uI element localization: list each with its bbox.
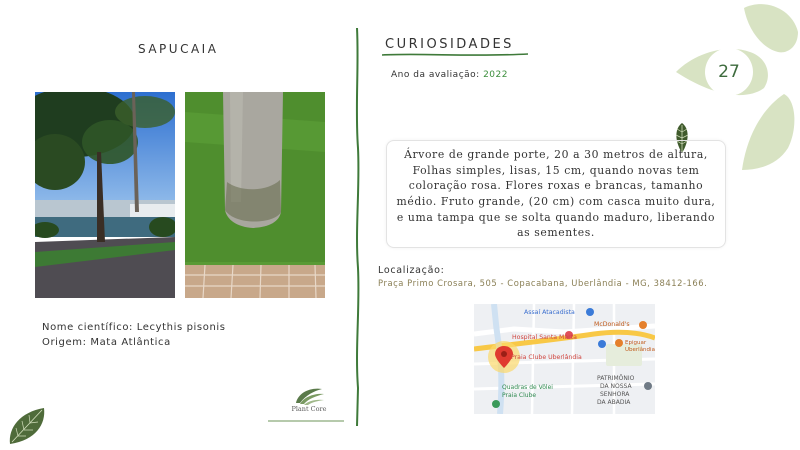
decorative-leaf-bottom-left bbox=[8, 406, 48, 446]
logo-underline bbox=[268, 419, 346, 423]
photo-tree-trunk bbox=[185, 92, 325, 298]
photo-tree-canopy bbox=[35, 92, 175, 298]
title-underline bbox=[382, 52, 530, 58]
map-label-patrimonio-2: DA NOSSA bbox=[600, 383, 632, 390]
page-number: 27 bbox=[705, 48, 753, 96]
map-label-quadras-2: Praia Clube bbox=[502, 392, 537, 399]
map-label-epiguar: Epiguar bbox=[625, 340, 647, 346]
map-label-assai: Assaí Atacadista bbox=[524, 309, 575, 316]
map-label-patrimonio-4: DA ABADIA bbox=[597, 399, 631, 406]
curiosities-title: CURIOSIDADES bbox=[385, 37, 514, 52]
description-text: Árvore de grande porte, 20 a 30 metros de altura, Folhas simples, lisas, 15 cm, quando novas tem coloração rosa. Flores roxas e brancas, tamanho médio. Fruto grande, (20 cm) com casca muito dura, e uma tampa que se solta quando maduro, liberando as sementes. bbox=[396, 148, 716, 240]
location-label: Localização: bbox=[378, 265, 445, 276]
evaluation-year bbox=[391, 70, 508, 80]
map-label-praia-clube: Praia Clube Uberlândia bbox=[511, 354, 582, 361]
map-label-epiguar-city: Uberlândia bbox=[625, 347, 655, 353]
origin: Origem: Mata Atlântica bbox=[42, 337, 171, 348]
plant-title: SAPUCAIA bbox=[138, 42, 219, 56]
description-box bbox=[386, 140, 726, 248]
map-label-patrimonio-1: PATRIMÔNIO bbox=[597, 375, 635, 382]
vertical-divider bbox=[352, 28, 362, 426]
location-map[interactable] bbox=[474, 304, 655, 414]
map-label-hospital: Hospital Santa Marta bbox=[512, 334, 577, 341]
plant-core-logo bbox=[278, 385, 340, 423]
logo-text: Plant Core bbox=[291, 405, 327, 413]
evaluation-year-value: 2022 bbox=[483, 70, 508, 80]
map-label-quadras-1: Quadras de Vôlei bbox=[502, 384, 553, 391]
location-address: Praça Primo Crosara, 505 - Copacabana, Uberlândia - MG, 38412-166. bbox=[378, 278, 708, 288]
evaluation-year-label: Ano da avaliação: bbox=[391, 70, 484, 80]
scientific-name: Nome científico: Lecythis pisonis bbox=[42, 322, 226, 333]
map-label-patrimonio-3: SENHORA bbox=[600, 391, 630, 398]
map-label-mcdonalds: McDonald's bbox=[594, 321, 630, 328]
